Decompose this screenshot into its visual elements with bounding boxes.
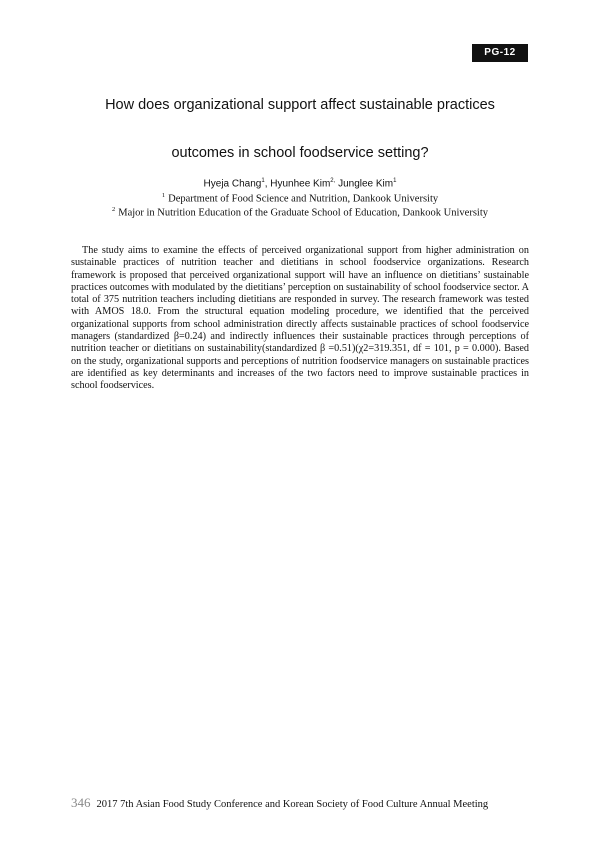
title-line-1: How does organizational support affect sustainable practices bbox=[105, 97, 495, 113]
conference-name: 2017 7th Asian Food Study Conference and Korean Society of Food Culture Annual Meeting bbox=[96, 799, 489, 810]
affiliation-text: Department of Food Science and Nutrition, Dankook University bbox=[168, 193, 439, 205]
affiliation-1 bbox=[60, 192, 540, 205]
affiliation-mark: 2 bbox=[111, 206, 116, 213]
author-list bbox=[60, 178, 540, 189]
affiliation-2 bbox=[60, 206, 540, 219]
title-line-2: outcomes in school foodservice setting? bbox=[171, 145, 429, 161]
author-affil-mark: 1 bbox=[261, 178, 265, 184]
affiliation-text: Major in Nutrition Education of the Graduate School of Education, Dankook University bbox=[118, 207, 488, 219]
abstract-body: The study aims to examine the effects of perceived organizational support from higher administration on sustainable practices of nutrition teacher and dietitians in school foodservice organizations. Research framework is proposed that perceived organizational support will have an influence on dietitians’ sustainable practices outcomes with modulated by the dietitians’ perception on sustainability of school foodservice sector. A total of 375 nutrition teachers including dietitians are responded in survey. The research framework was tested with AMOS 18.0. From the structural equation modeling procedure, we identified that the perceived organizational supports from school administration directly affects sustainable practices of school foodservice managers (standardized β=0.24) and indirectly influences their sustainable practices through perceptions of nutrition teacher or dietitians on sustainability(standardized β =0.51)(χ2=319.351, df = 101, p = 0.000). Based on the study, organizational supports and perceptions of nutrition foodservice managers on sustainable practices are identified as key determinants and increases of the two factors need to improve sustainable practices in school foodservices. bbox=[71, 245, 529, 392]
author-affil-mark: 2, bbox=[330, 178, 336, 184]
author-name: Junglee Kim bbox=[338, 178, 394, 190]
author-name: Hyeja Chang bbox=[203, 178, 262, 190]
page-footer bbox=[71, 794, 531, 812]
page-number: 346 bbox=[71, 795, 91, 810]
affiliation-mark: 1 bbox=[161, 192, 166, 199]
author-separator: , bbox=[264, 178, 271, 190]
author-affil-mark: 1 bbox=[393, 178, 397, 184]
presentation-code-badge: PG-12 bbox=[472, 44, 528, 62]
author-name: Hyunhee Kim bbox=[270, 178, 331, 190]
